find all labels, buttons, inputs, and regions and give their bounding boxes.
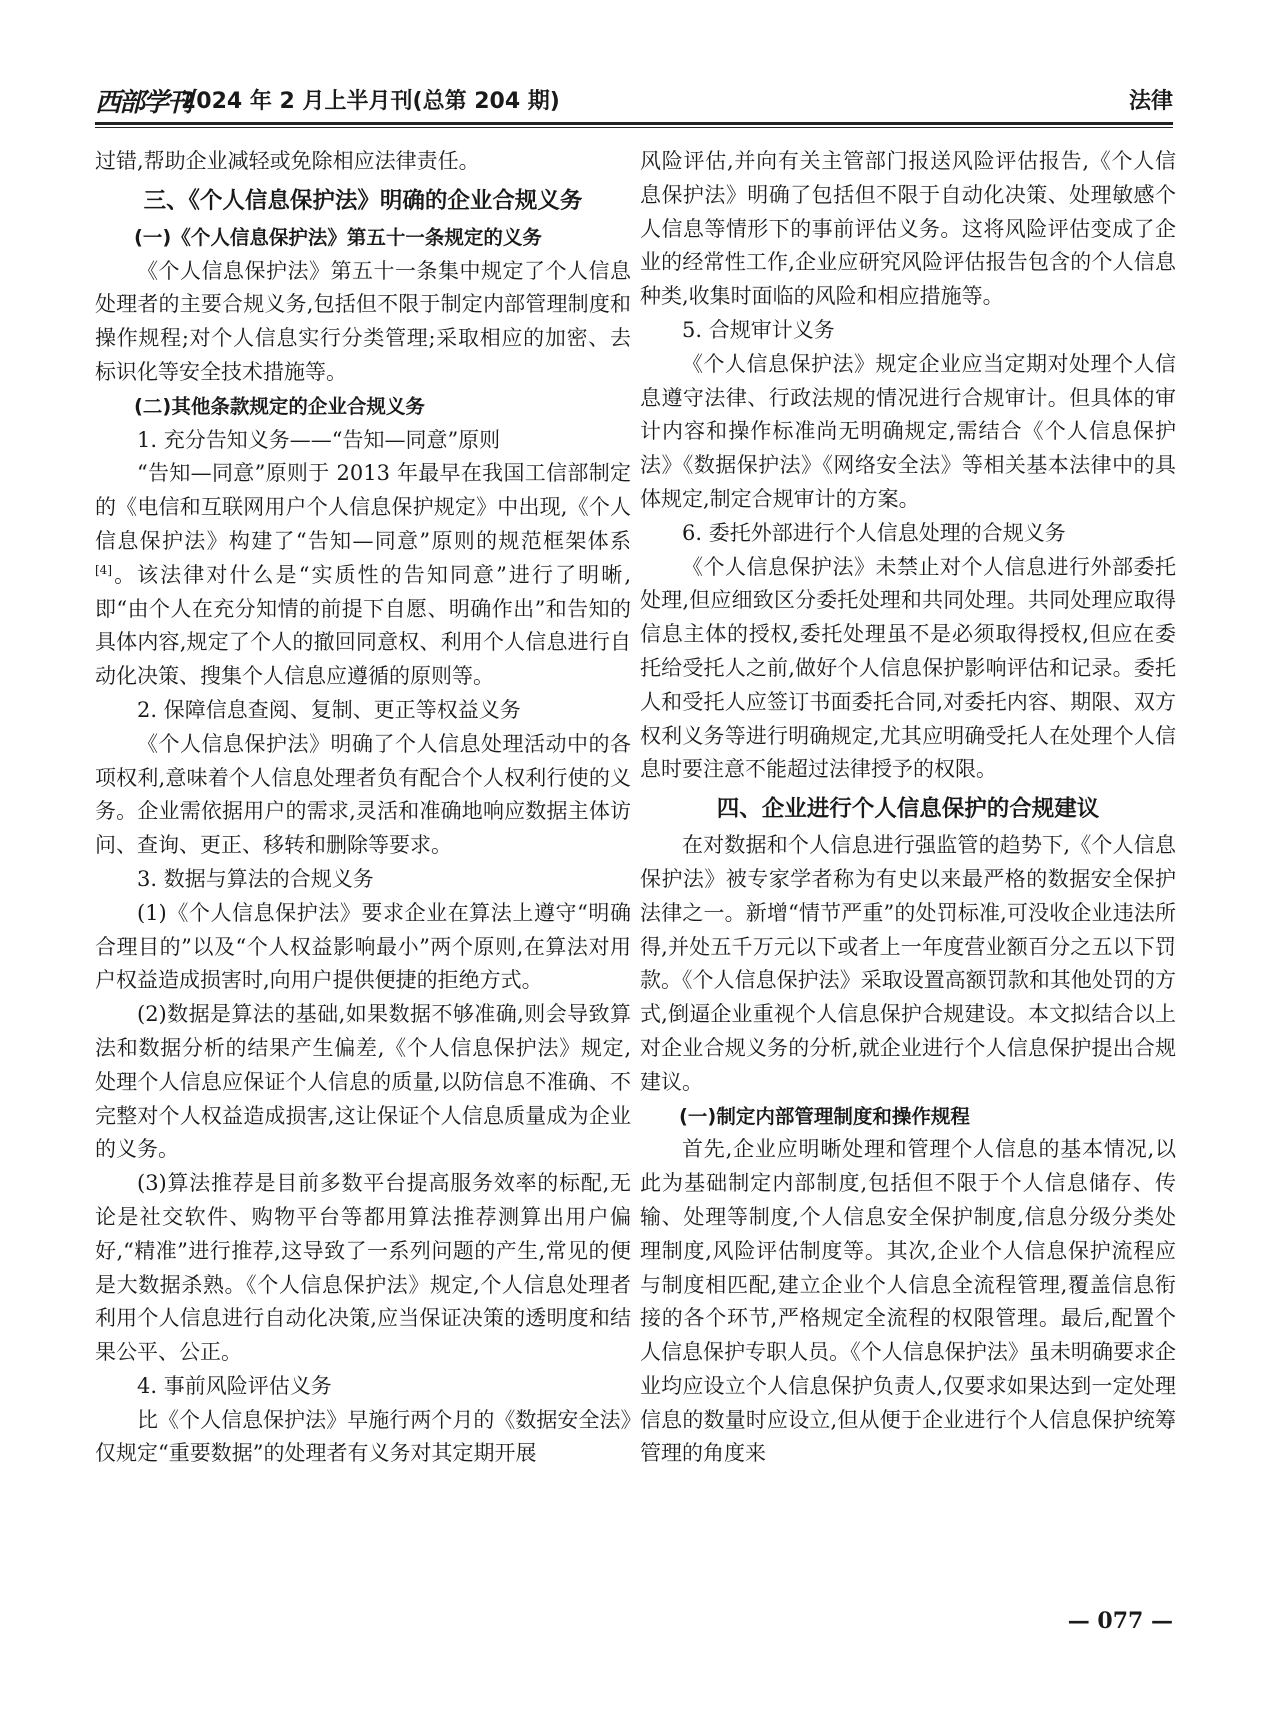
paragraph <box>95 457 631 694</box>
paragraph: 《个人信息保护法》未禁止对个人信息进行外部委托处理,但应细致区分委托处理和共同处理。共同处理应取得信息主体的授权,委托处理虽不是必须取得授权,但应在委托给受托人之前,做好个人信息保护影响评估和记录。委托人和受托人应签订书面委托合同,对委托内容、期限、双方权利义务等进行明确规定,尤其应明确受托人在处理个人信息时要注意不能超过法律授予的权限。 <box>640 554 1176 782</box>
paragraph-text: “告知—同意”原则于 2013 年最早在我国工信部制定的《电信和互联网用户个人信息保护规定》中出现,《个人信息保护法》构建了“告知—同意”原则的规范框架体系 <box>95 461 631 553</box>
paragraph: 《个人信息保护法》第五十一条集中规定了个人信息处理者的主要合规义务,包括但不限于制定内部管理制度和操作规程;对个人信息实行分类管理;采取相应的加密、去标识化等安全技术措施等。 <box>95 258 631 384</box>
paragraph: 《个人信息保护法》规定企业应当定期对处理个人信息遵守法律、行政法规的情况进行合规审计。但具体的审计内容和操作标准尚无明确规定,需结合《个人信息保护法》《数据保护法》《网络安全法》等相关基本法律中的具体规定,制定合规审计的方案。 <box>640 351 1176 511</box>
paragraph: 风险评估,并向有关主管部门报送风险评估报告,《个人信息保护法》明确了包括但不限于自动化决策、处理敏感个人信息等情形下的事前评估义务。这将风险评估变成了企业的经常性工作,企业应研究风险评估报告包含的个人信息种类,收集时面临的风险和相应措施等。 <box>640 149 1176 309</box>
section-heading: 四、企业进行个人信息保护的合规建议 <box>716 796 1100 823</box>
item-heading: 4. 事前风险评估义务 <box>137 1373 332 1398</box>
citation-marker: [4] <box>95 562 112 577</box>
page-number: — 077 — <box>1067 1608 1173 1634</box>
item-heading: 6. 委托外部进行个人信息处理的合规义务 <box>682 520 1066 545</box>
paragraph: 比《个人信息保护法》早施行两个月的《数据安全法》仅规定“重要数据”的处理者有义务对其定期开展 <box>95 1407 631 1466</box>
subsection-heading: (二)其他条款规定的企业合规义务 <box>134 394 425 418</box>
item-heading: 2. 保障信息查阅、复制、更正等权益义务 <box>137 697 521 722</box>
subsection-heading: (一)制定内部管理制度和操作规程 <box>679 1104 970 1128</box>
paragraph: 在对数据和个人信息进行强监管的趋势下,《个人信息保护法》被专家学者称为有史以来最严格的数据安全保护法律之一。新增“情节严重”的处罚标准,可没收企业违法所得,并处五千万元以下或者上一年度营业额百分之五以下罚款。《个人信息保护法》采取设置高额罚款和其他处罚的方式,倒逼企业重视个人信息保护合规建设。本文拟结合以上对企业合规义务的分析,就企业进行个人信息保护提出合规建议。 <box>640 833 1176 1094</box>
item-heading: 3. 数据与算法的合规义务 <box>137 866 374 891</box>
paragraph: (3)算法推荐是目前多数平台提高服务效率的标配,无论是社交软件、购物平台等都用算法推荐测算出用户偏好,“精准”进行推荐,这导致了一系列问题的产生,常见的便是大数据杀熟。《个人信息保护法》规定,个人信息处理者利用个人信息进行自动化决策,应当保证决策的透明度和结果公平、公正。 <box>95 1171 631 1365</box>
paragraph: (1)《个人信息保护法》要求企业在算法上遵守“明确合理目的”以及“个人权益影响最小”两个原则,在算法对用户权益造成损害时,向用户提供便捷的拒绝方式。 <box>95 900 631 993</box>
paragraph: (2)数据是算法的基础,如果数据不够准确,则会导致算法和数据分析的结果产生偏差,《个人信息保护法》规定,处理个人信息应保证个人信息的质量,以防信息不准确、不完整对个人权益造成损害,这让保证个人信息质量成为企业的义务。 <box>95 1002 631 1162</box>
left-column <box>95 145 631 1471</box>
page-header <box>95 82 1173 120</box>
paragraph-text: 。该法律对什么是“实质性的告知同意”进行了明晰,即“由个人在充分知情的前提下自愿、明确作出”和告知的具体内容,规定了个人的撤回同意权、利用个人信息进行自动化决策、搜集个人信息应遵循的原则等。 <box>95 562 631 689</box>
issue-info: 2024 年 2 月上半月刊(总第 204 期) <box>181 89 560 114</box>
paragraph: 首先,企业应明晰处理和管理个人信息的基本情况,以此为基础制定内部制度,包括但不限于个人信息储存、传输、处理等制度,个人信息安全保护制度,信息分级分类处理制度,风险评估制度等。其次,企业个人信息保护流程应与制度相匹配,建立企业个人信息全流程管理,覆盖信息衔接的各个环节,严格规定全流程的权限管理。最后,配置个人信息保护专职人员。《个人信息保护法》虽未明确要求企业均应设立个人信息保护负责人,仅要求如果达到一定处理信息的数量时应设立,但从便于企业进行个人信息保护统筹管理的角度来 <box>640 1137 1176 1466</box>
section-label: 法律 <box>1128 89 1173 114</box>
item-heading: 5. 合规审计义务 <box>682 317 835 342</box>
paragraph: 过错,帮助企业减轻或免除相应法律责任。 <box>95 149 480 173</box>
header-rule <box>95 122 1173 125</box>
item-heading: 1. 充分告知义务——“告知—同意”原则 <box>137 427 501 452</box>
subsection-heading: (一)《个人信息保护法》第五十一条规定的义务 <box>134 225 542 249</box>
paragraph: 《个人信息保护法》明确了个人信息处理活动中的各项权利,意味着个人信息处理者负有配合个人权利行使的义务。企业需依据用户的需求,灵活和准确地响应数据主体访问、查询、更正、移转和删除等要求。 <box>95 731 631 858</box>
journal-logo: 西部学刊 <box>95 88 192 118</box>
right-column <box>640 145 1176 1471</box>
header-rule-thin <box>95 127 1173 128</box>
section-heading: 三、《个人信息保护法》明确的企业合规义务 <box>143 187 583 214</box>
